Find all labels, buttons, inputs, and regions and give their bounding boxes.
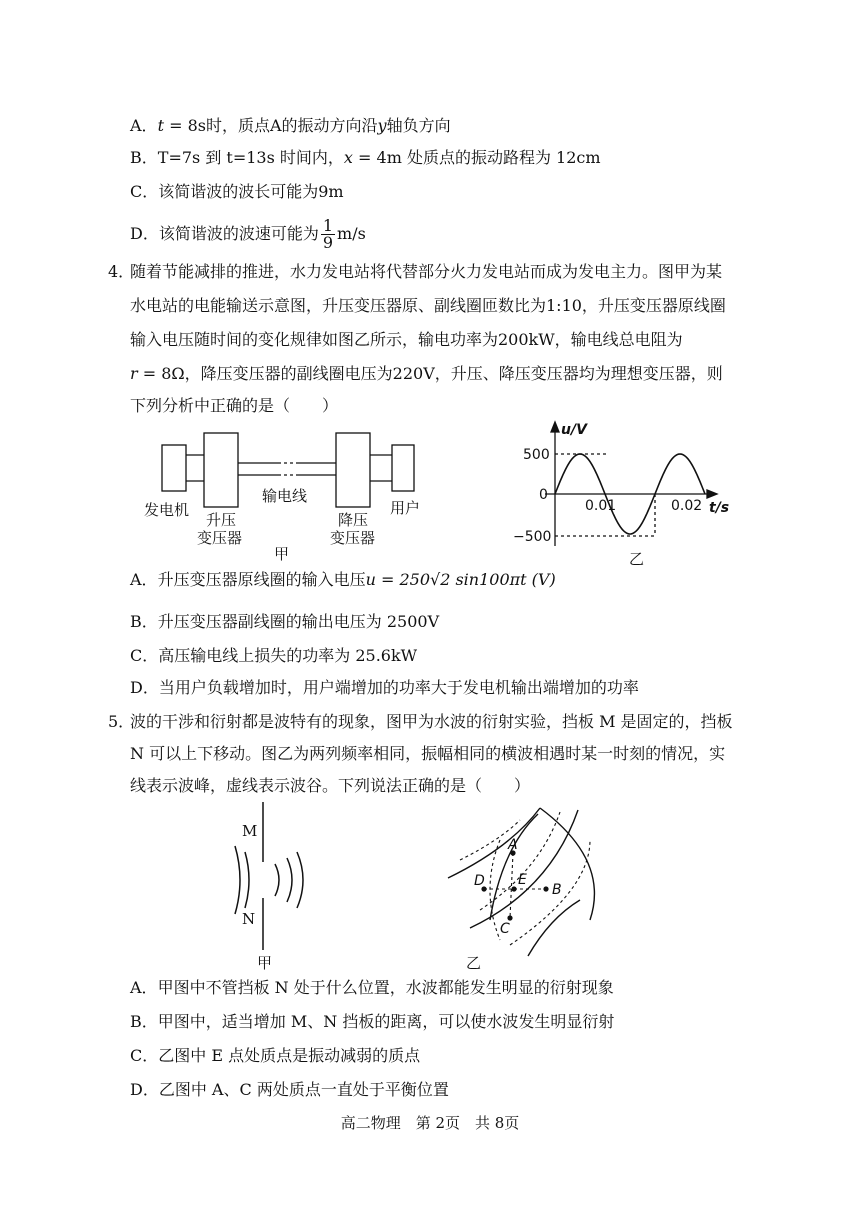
option-text: 升压变压器原线圈的输入电压 (157, 570, 366, 589)
var-y: y (377, 116, 387, 135)
option-label: D． (130, 224, 159, 243)
q4-line-4 (130, 362, 723, 386)
q3-option-d (130, 218, 366, 251)
option-label: C． (130, 182, 159, 201)
unit: m/s (337, 224, 366, 243)
fraction (321, 218, 335, 251)
y-min-label: −500 (513, 529, 552, 545)
option-text: 甲图中不管挡板 N 处于什么位置，水波都能发生明显的衍射现象 (157, 978, 614, 997)
q3-option-b (130, 146, 601, 170)
var-r: r (130, 364, 138, 383)
diffracted-wave-2 (287, 858, 292, 902)
q4-line-4-text: = 8Ω，降压变压器的副线圈电压为220V，升压、降压变压器均为理想变压器，则 (137, 364, 723, 383)
option-label: C． (130, 646, 159, 665)
q5-figure-yi (440, 800, 620, 975)
diffracted-wave-3 (297, 852, 303, 908)
generator-label: 发电机 (144, 501, 190, 519)
label-d: D (474, 873, 485, 889)
option-text: 乙图中 A、C 两处质点一直处于平衡位置 (158, 1080, 449, 1099)
crest-arc-right-1 (490, 814, 538, 920)
step-up-transformer-box (204, 433, 238, 507)
q5-option-a (130, 976, 614, 1000)
option-text: 高压输电线上损失的功率为 25.6kW (158, 646, 418, 665)
label-c: C (500, 921, 510, 937)
label-m: M (242, 822, 258, 840)
q4-line-3: 输入电压随时间的变化规律如图乙所示，输电功率为200kW，输电线总电阻为 (130, 330, 683, 349)
incident-wave-1 (235, 846, 240, 914)
var-t: t (157, 116, 164, 135)
generator-box (162, 445, 186, 491)
crest-arc-big (540, 808, 594, 920)
page-footer: 高二物理 第 2页 共 8页 (340, 1114, 520, 1132)
q4-option-b (130, 610, 439, 634)
option-label: A． (130, 570, 158, 589)
label-e: E (518, 872, 527, 888)
fraction-denominator: 9 (322, 233, 334, 252)
point-e (511, 886, 516, 891)
option-text: 该简谐波的波长可能为9m (158, 182, 344, 201)
q5-line-3: 线表示波峰，虚线表示波谷。下列说法正确的是（ ） (130, 776, 531, 795)
option-label: D． (130, 678, 159, 697)
step-up-label-1: 升压 (206, 511, 237, 529)
option-label: A． (130, 116, 158, 135)
option-label: B． (130, 1012, 158, 1031)
label-n: N (242, 910, 256, 928)
figure-caption-yi: 乙 (466, 954, 482, 972)
option-label: C． (130, 1046, 159, 1065)
user-box (392, 445, 414, 491)
q5-number: 5． (108, 712, 135, 731)
q5-line-2: N 可以上下移动。图乙为两列频率相同，振幅相同的横波相遇时某一时刻的情况，实 (130, 744, 726, 763)
trough-arc-4 (490, 840, 500, 940)
q4-option-c (130, 644, 417, 668)
q5-figure-jia (225, 800, 325, 975)
var-x: x (343, 148, 353, 167)
step-down-label-2: 变压器 (330, 529, 376, 547)
option-text: 升压变压器副线圈的输出电压为 2500V (157, 612, 440, 631)
option-text: 轴负方向 (386, 116, 451, 135)
q4-option-d (130, 676, 639, 700)
option-text: 乙图中 E 点处质点是振动减弱的质点 (158, 1046, 421, 1065)
option-text: 该简谐波的波速可能为 (158, 224, 319, 243)
crest-arc-right-2 (528, 900, 580, 956)
option-text: = 8s时，质点A的振动方向沿 (164, 116, 378, 135)
step-down-transformer-box (336, 433, 370, 507)
figure-caption-yi: 乙 (629, 550, 645, 568)
q4-number: 4． (108, 262, 135, 281)
point-b (543, 886, 548, 891)
transmission-line-label: 输电线 (262, 487, 308, 505)
dashed-a-c (510, 853, 513, 918)
y-axis-label: u/V (561, 422, 587, 438)
x-tick-0.01: 0.01 (585, 498, 617, 514)
option-text: = 4m 处质点的振动路程为 12cm (352, 148, 601, 167)
label-a: A (508, 837, 518, 853)
figure-caption-jia: 甲 (274, 545, 290, 563)
point-c (507, 915, 512, 920)
fraction-numerator: 1 (322, 216, 334, 235)
option-label: B． (130, 148, 158, 167)
origin-label: 0 (539, 487, 548, 503)
q5-option-c (130, 1044, 420, 1068)
crest-arc-left-2 (470, 810, 578, 928)
incident-wave-2 (245, 852, 249, 908)
trough-arc-3 (510, 840, 590, 945)
option-text: T=7s 到 t=13s 时间内， (157, 148, 344, 167)
label-b: B (552, 882, 562, 898)
option-text: 甲图中，适当增加 M、N 挡板的距离，可以使水波发生明显衍射 (157, 1012, 615, 1031)
q4-line-1: 随着节能减排的推进，水力发电站将代替部分火力发电站而成为发电主力。图甲为某 (130, 262, 723, 281)
step-down-label-1: 降压 (338, 511, 369, 529)
step-up-label-2: 变压器 (197, 529, 243, 547)
q5-line-1: 波的干涉和衍射都是波特有的现象，图甲为水波的衍射实验，挡板 M 是固定的，挡板 (130, 712, 733, 731)
diffracted-wave-1 (275, 864, 279, 896)
option-label: B． (130, 612, 158, 631)
figure-caption-jia: 甲 (257, 954, 273, 972)
q4-figure-yi (505, 418, 735, 568)
q4-line-5: 下列分析中正确的是（ ） (130, 396, 339, 415)
q5-option-b (130, 1010, 614, 1034)
q4-option-a (130, 568, 556, 592)
voltage-formula: u = 250√2 sin100πt (V) (365, 570, 556, 589)
q5-option-d (130, 1078, 449, 1102)
option-text: 当用户负载增加时，用户端增加的功率大于发电机输出端增加的功率 (158, 678, 639, 697)
q3-option-a (130, 114, 451, 138)
option-label: D． (130, 1080, 159, 1099)
option-label: A． (130, 978, 158, 997)
q4-line-2: 水电站的电能输送示意图，升压变压器原、副线圈匝数比为1:10，升压变压器原线圈 (130, 296, 726, 315)
x-tick-0.02: 0.02 (671, 498, 703, 514)
crest-arc-left-1 (448, 808, 540, 878)
q3-option-c (130, 180, 344, 204)
user-label: 用户 (390, 499, 421, 517)
y-max-label: 500 (523, 447, 550, 463)
q4-figure-jia (144, 425, 430, 563)
x-axis-label: t/s (709, 500, 730, 516)
